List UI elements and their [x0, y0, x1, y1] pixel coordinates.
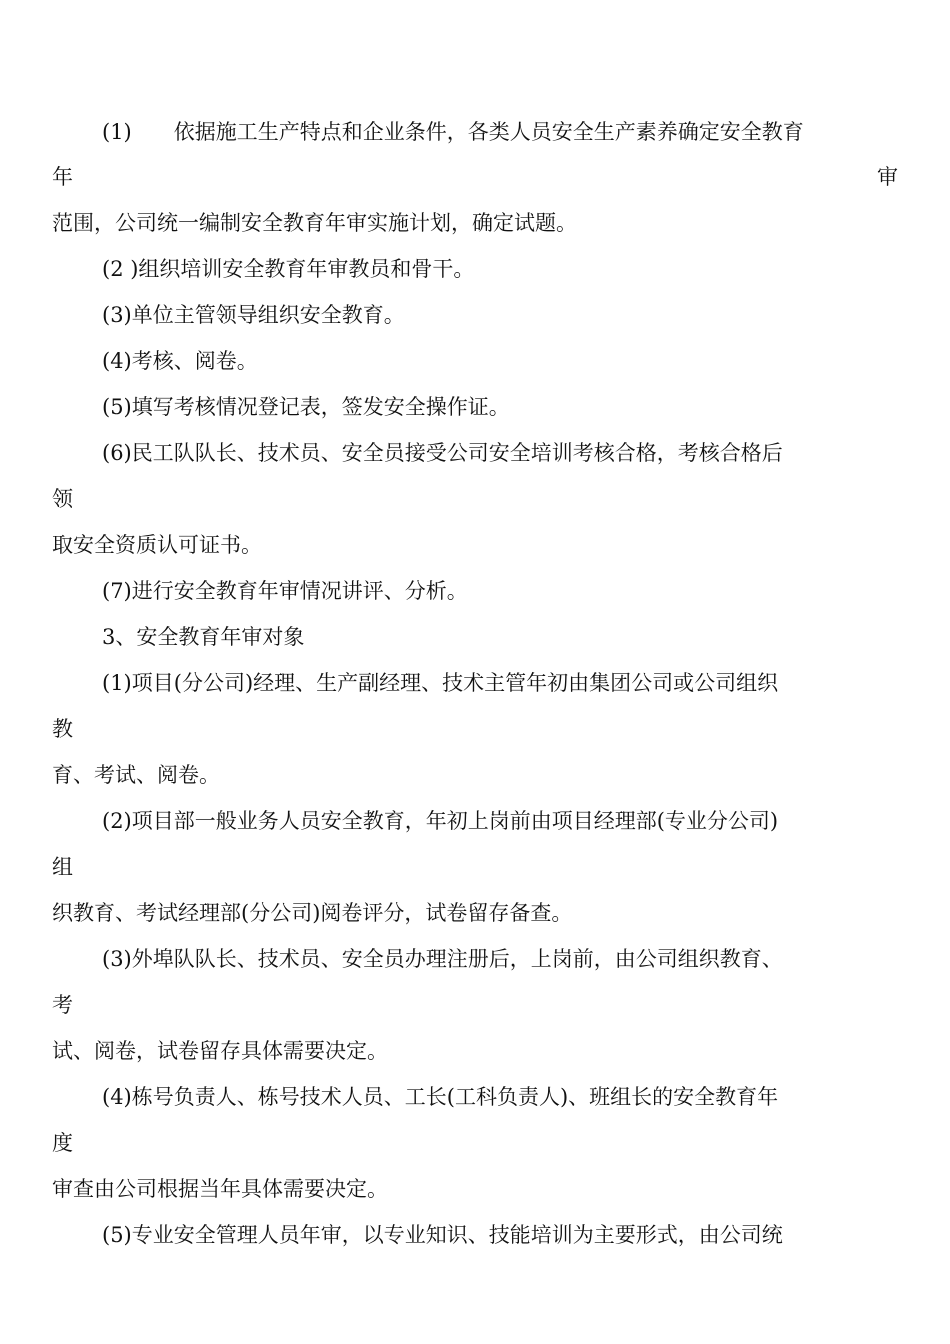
- paragraph-line: (1) 依据施工生产特点和企业条件，各类人员安全生产素养确定安全教育: [102, 120, 804, 144]
- paragraph-line: 范围，公司统一编制安全教育年审实施计划，确定试题。: [52, 211, 577, 235]
- justified-line: [52, 162, 898, 192]
- section-heading: 3、安全教育年审对象: [102, 625, 305, 649]
- paragraph-line: 度: [52, 1131, 73, 1155]
- paragraph-line: (3)外埠队队长、技术员、安全员办理注册后，上岗前，由公司组织教育、: [102, 947, 783, 971]
- paragraph-line: (7)进行安全教育年审情况讲评、分析。: [102, 579, 468, 603]
- line-end-char: 审: [877, 165, 898, 189]
- paragraph-line: (5)填写考核情况登记表，签发安全操作证。: [102, 395, 510, 419]
- paragraph-line: (3)单位主管领导组织安全教育。: [102, 303, 405, 327]
- paragraph-line: 审查由公司根据当年具体需要决定。: [52, 1177, 388, 1201]
- paragraph-line: 组: [52, 855, 73, 879]
- paragraph-line: 考: [52, 993, 73, 1017]
- paragraph-line: 领: [52, 487, 73, 511]
- paragraph-line: 取安全资质认可证书。: [52, 533, 262, 557]
- paragraph-line: 育、考试、阅卷。: [52, 763, 220, 787]
- paragraph-line: (4)考核、阅卷。: [102, 349, 258, 373]
- paragraph-line: (5)专业安全管理人员年审，以专业知识、技能培训为主要形式，由公司统: [102, 1223, 783, 1247]
- paragraph-line: 织教育、考试经理部(分公司)阅卷评分，试卷留存备查。: [52, 901, 573, 925]
- paragraph-line: (4)栋号负责人、栋号技术人员、工长(工科负责人)、班组长的安全教育年: [102, 1085, 779, 1109]
- paragraph-line: (6)民工队队长、技术员、安全员接受公司安全培训考核合格，考核合格后: [102, 441, 783, 465]
- paragraph-line: (1)项目(分公司)经理、生产副经理、技术主管年初由集团公司或公司组织: [102, 671, 779, 695]
- paragraph-line: 教: [52, 717, 73, 741]
- line-start-char: 年: [52, 165, 73, 189]
- paragraph-line: 试、阅卷，试卷留存具体需要决定。: [52, 1039, 388, 1063]
- paragraph-line: (2)项目部一般业务人员安全教育，年初上岗前由项目经理部(专业分公司): [102, 809, 779, 833]
- paragraph-line: (2 )组织培训安全教育年审教员和骨干。: [102, 257, 475, 281]
